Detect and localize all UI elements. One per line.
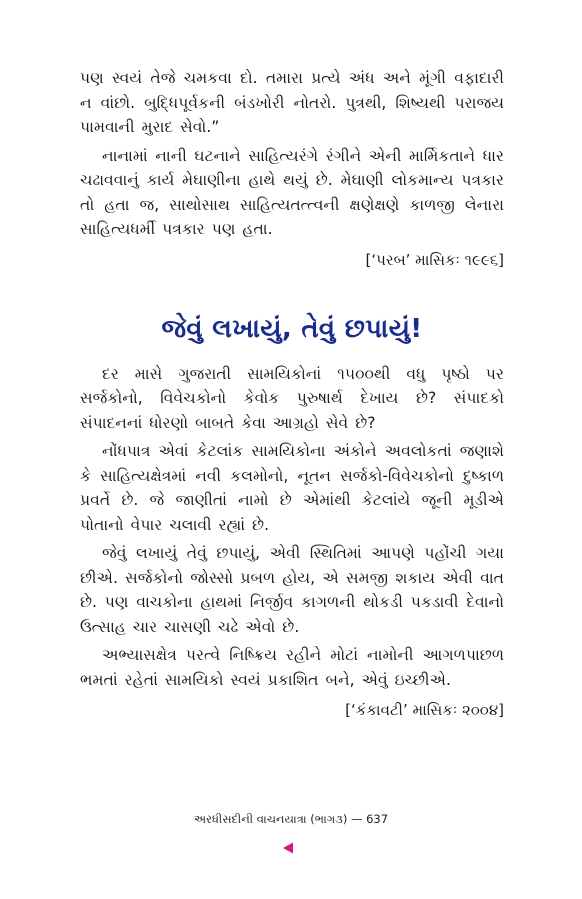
paragraph: પણ સ્વયં તેજે ચમકવા દો. તમારા પ્રત્યે અંધ અને મૂંગી વફાદારી ન વાંછો. બુદ્ધિપૂર્વકની બંડખોરી નોતરો. પુત્રથી, શિષ્યથી પરાજય પામવાની મુરાદ સેવો.” [80,69,504,136]
paragraph: દર માસે ગુજરાતી સામયિકોનાં ૧૫૦૦થી વધુ પૃષ્ઠો પર સર્જકોનો, વિવેચકોનો કેવોક પુરુષાર્થ દેખાય છે? સંપાદકો સંપાદનનાં ધોરણો બાબતે કેવા આગ્રહો સેવે છે? [80,364,504,432]
source-citation: [‘પરબ’ માસિકઃ ૧૯૯૬] [365,250,504,269]
article-title: જેવું લખાયું, તેવું છપાયું! [161,313,423,344]
paragraph: નોંધપાત્ર એવાં કેટલાંક સામયિકોના અંકોને અવલોકતાં જણાશે કે સાહિત્યક્ષેત્રમાં નવી કલમોનો, નૂતન સર્જકો-વિવેચકોનો દુષ્કાળ પ્રવર્તે છે. જે જાણીતાં નામો છે એમાંથી કેટલાંયે જૂની મૂડીએ પોતાનો વેપાર ચલાવી રહ્યાં છે. [80,442,504,534]
source-citation: [‘કંકાવટી’ માસિકઃ ૨૦૦૪] [345,701,504,719]
paragraph: અભ્યાસક્ષેત્ર પરત્વે નિષ્ક્રિય રહીને મોટાં નામોની આગળપાછળ ભમતાં રહેતાં સામયિકો સ્વયં પ્રકાશિત બને, એવું ઇચ્છીએ. [80,646,504,689]
paragraph: જેવું લખાયું તેવું છપાયું, એવી સ્થિતિમાં આપણે પહોંચી ગયા છીએ. સર્જકોનો જોસ્સો પ્રબળ હોય, એ સમજી શકાય એવી વાત છે. પણ વાચકોના હાથમાં નિર્જીવ કાગળની થોકડી પકડાવી દેવાનો ઉત્સાહ ચાર ચાસણી ચઢે એવો છે. [80,544,504,636]
page-footer: અરધીસદીની વાચનયાત્રા (ભાગ૩) — 637 [193,812,389,826]
previous-page-button[interactable] [281,841,295,855]
article-2 [80,312,504,723]
paragraph: નાનામાં નાની ઘટનાને સાહિત્યરંગે રંગીને એની માર્મિકતાને ધાર ચઢાવવાનું કાર્ય મેઘાણીના હાથે થયું છે. મેઘાણી લોકમાન્ય પત્રકાર તો હતા જ, સાથોસાથ સાહિત્યતત્ત્વની ક્ષણેક્ષણે કાળજી લેનારા સાહિત્યધર્મી પત્રકાર પણ હતા. [80,146,504,238]
page-body [80,66,504,722]
left-triangle-icon [281,841,295,855]
article-1 [80,66,504,272]
